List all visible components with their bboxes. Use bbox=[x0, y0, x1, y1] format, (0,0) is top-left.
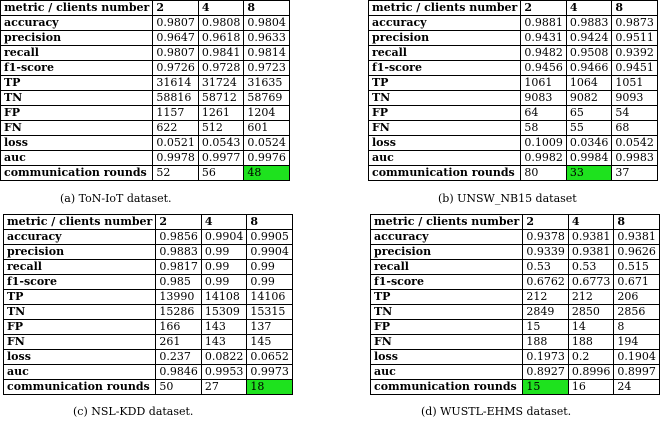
table-panel-ton-iot bbox=[0, 0, 290, 181]
metric-value-cell: 0.8996 bbox=[568, 365, 614, 380]
metric-value-cell: 0.9508 bbox=[566, 46, 612, 61]
header-metric-cell: metric / clients number bbox=[4, 215, 156, 230]
metric-name-cell: communication rounds bbox=[369, 166, 521, 181]
header-metric-cell: metric / clients number bbox=[369, 1, 521, 16]
metric-value-cell: 80 bbox=[521, 166, 567, 181]
metric-value-cell: 194 bbox=[614, 335, 660, 350]
metric-value-cell: 212 bbox=[568, 290, 614, 305]
table-header-row bbox=[1, 1, 290, 16]
metric-name-cell: FP bbox=[1, 106, 153, 121]
metric-name-cell: TP bbox=[369, 76, 521, 91]
metric-value-cell: 0.9381 bbox=[568, 230, 614, 245]
metrics-table bbox=[3, 214, 293, 395]
metric-name-cell: precision bbox=[4, 245, 156, 260]
metric-value-cell: 0.9381 bbox=[568, 245, 614, 260]
table-row bbox=[371, 380, 660, 395]
metric-value-cell: 0.9976 bbox=[244, 151, 290, 166]
metric-value-cell: 0.671 bbox=[614, 275, 660, 290]
metric-value-cell: 0.9804 bbox=[244, 16, 290, 31]
metrics-table bbox=[368, 0, 658, 181]
table-row bbox=[371, 230, 660, 245]
metric-value-cell: 31635 bbox=[244, 76, 290, 91]
metric-value-cell: 48 bbox=[244, 166, 290, 181]
metric-value-cell: 9093 bbox=[612, 91, 658, 106]
metric-value-cell: 0.99 bbox=[201, 260, 247, 275]
metric-value-cell: 0.1904 bbox=[614, 350, 660, 365]
metric-value-cell: 14108 bbox=[201, 290, 247, 305]
metric-value-cell: 0.9817 bbox=[156, 260, 202, 275]
header-metric-cell: metric / clients number bbox=[1, 1, 153, 16]
table-row bbox=[1, 76, 290, 91]
metric-value-cell: 0.9807 bbox=[153, 46, 199, 61]
table-row bbox=[371, 260, 660, 275]
metric-value-cell: 13990 bbox=[156, 290, 202, 305]
metric-value-cell: 15286 bbox=[156, 305, 202, 320]
metric-value-cell: 1061 bbox=[521, 76, 567, 91]
metric-value-cell: 58816 bbox=[153, 91, 199, 106]
metric-value-cell: 0.9978 bbox=[153, 151, 199, 166]
metric-name-cell: loss bbox=[4, 350, 156, 365]
metric-value-cell: 31614 bbox=[153, 76, 199, 91]
metric-value-cell: 9082 bbox=[566, 91, 612, 106]
header-clients-cell: 4 bbox=[201, 215, 247, 230]
metric-value-cell: 0.9726 bbox=[153, 61, 199, 76]
metric-value-cell: 8 bbox=[614, 320, 660, 335]
caption-ton-iot: (a) ToN-IoT dataset. bbox=[60, 192, 172, 205]
metric-value-cell: 1204 bbox=[244, 106, 290, 121]
metric-value-cell: 50 bbox=[156, 380, 202, 395]
metric-value-cell: 64 bbox=[521, 106, 567, 121]
table-row bbox=[4, 260, 293, 275]
header-clients-cell: 8 bbox=[612, 1, 658, 16]
metric-value-cell: 0.53 bbox=[523, 260, 569, 275]
metric-value-cell: 54 bbox=[612, 106, 658, 121]
metric-name-cell: precision bbox=[1, 31, 153, 46]
metric-value-cell: 0.0346 bbox=[566, 136, 612, 151]
metric-value-cell: 0.9392 bbox=[612, 46, 658, 61]
metric-value-cell: 16 bbox=[568, 380, 614, 395]
metric-name-cell: auc bbox=[4, 365, 156, 380]
metric-name-cell: TN bbox=[369, 91, 521, 106]
metric-name-cell: loss bbox=[371, 350, 523, 365]
metric-value-cell: 0.9904 bbox=[201, 230, 247, 245]
metric-value-cell: 0.9953 bbox=[201, 365, 247, 380]
header-clients-cell: 2 bbox=[523, 215, 569, 230]
metric-value-cell: 0.9983 bbox=[612, 151, 658, 166]
metric-value-cell: 2856 bbox=[614, 305, 660, 320]
metric-value-cell: 0.0521 bbox=[153, 136, 199, 151]
metric-name-cell: TP bbox=[1, 76, 153, 91]
table-row bbox=[4, 230, 293, 245]
metric-value-cell: 58769 bbox=[244, 91, 290, 106]
metric-value-cell: 0.9873 bbox=[612, 16, 658, 31]
header-clients-cell: 2 bbox=[153, 1, 199, 16]
metric-value-cell: 0.985 bbox=[156, 275, 202, 290]
table-header-row bbox=[371, 215, 660, 230]
table-row bbox=[4, 380, 293, 395]
metric-name-cell: accuracy bbox=[369, 16, 521, 31]
caption-nsl-kdd: (c) NSL-KDD dataset. bbox=[73, 405, 194, 418]
table-row bbox=[1, 166, 290, 181]
metric-value-cell: 0.9977 bbox=[198, 151, 244, 166]
table-row bbox=[1, 31, 290, 46]
metric-value-cell: 601 bbox=[244, 121, 290, 136]
metric-value-cell: 0.9841 bbox=[198, 46, 244, 61]
metric-value-cell: 0.9633 bbox=[244, 31, 290, 46]
metric-value-cell: 37 bbox=[612, 166, 658, 181]
metric-value-cell: 622 bbox=[153, 121, 199, 136]
metric-value-cell: 0.99 bbox=[201, 275, 247, 290]
metric-value-cell: 0.515 bbox=[614, 260, 660, 275]
metric-name-cell: accuracy bbox=[1, 16, 153, 31]
metric-value-cell: 1157 bbox=[153, 106, 199, 121]
table-row bbox=[4, 365, 293, 380]
metric-value-cell: 15309 bbox=[201, 305, 247, 320]
metric-value-cell: 0.9728 bbox=[198, 61, 244, 76]
metric-name-cell: FN bbox=[369, 121, 521, 136]
metric-value-cell: 0.0822 bbox=[201, 350, 247, 365]
table-row bbox=[369, 91, 658, 106]
metric-value-cell: 0.8997 bbox=[614, 365, 660, 380]
table-row bbox=[4, 335, 293, 350]
metric-value-cell: 56 bbox=[198, 166, 244, 181]
metric-value-cell: 0.9466 bbox=[566, 61, 612, 76]
header-clients-cell: 4 bbox=[198, 1, 244, 16]
metric-value-cell: 2849 bbox=[523, 305, 569, 320]
table-row bbox=[371, 335, 660, 350]
metric-value-cell: 0.9881 bbox=[521, 16, 567, 31]
metric-value-cell: 0.9883 bbox=[566, 16, 612, 31]
table-row bbox=[1, 121, 290, 136]
metric-value-cell: 27 bbox=[201, 380, 247, 395]
table-row bbox=[369, 16, 658, 31]
metric-value-cell: 212 bbox=[523, 290, 569, 305]
table-row bbox=[369, 166, 658, 181]
metric-value-cell: 0.53 bbox=[568, 260, 614, 275]
metric-name-cell: loss bbox=[369, 136, 521, 151]
metric-name-cell: auc bbox=[371, 365, 523, 380]
metric-name-cell: FP bbox=[4, 320, 156, 335]
metric-value-cell: 0.9807 bbox=[153, 16, 199, 31]
metric-value-cell: 0.9883 bbox=[156, 245, 202, 260]
metric-value-cell: 65 bbox=[566, 106, 612, 121]
metric-value-cell: 137 bbox=[247, 320, 293, 335]
metric-value-cell: 0.0543 bbox=[198, 136, 244, 151]
table-row bbox=[369, 121, 658, 136]
metric-value-cell: 0.1973 bbox=[523, 350, 569, 365]
metric-value-cell: 52 bbox=[153, 166, 199, 181]
metric-name-cell: f1-score bbox=[369, 61, 521, 76]
table-row bbox=[1, 151, 290, 166]
metric-value-cell: 68 bbox=[612, 121, 658, 136]
metric-value-cell: 0.9723 bbox=[244, 61, 290, 76]
metric-name-cell: auc bbox=[1, 151, 153, 166]
header-metric-cell: metric / clients number bbox=[371, 215, 523, 230]
table-row bbox=[369, 106, 658, 121]
metric-name-cell: FN bbox=[371, 335, 523, 350]
metric-value-cell: 166 bbox=[156, 320, 202, 335]
metric-value-cell: 58712 bbox=[198, 91, 244, 106]
metric-value-cell: 9083 bbox=[521, 91, 567, 106]
metric-value-cell: 0.9904 bbox=[247, 245, 293, 260]
metric-value-cell: 0.99 bbox=[247, 275, 293, 290]
metric-name-cell: f1-score bbox=[371, 275, 523, 290]
table-row bbox=[4, 305, 293, 320]
metric-name-cell: TN bbox=[4, 305, 156, 320]
table-row bbox=[1, 46, 290, 61]
table-header-row bbox=[4, 215, 293, 230]
metric-value-cell: 0.1009 bbox=[521, 136, 567, 151]
metric-value-cell: 0.9431 bbox=[521, 31, 567, 46]
metric-value-cell: 0.9808 bbox=[198, 16, 244, 31]
table-row bbox=[371, 350, 660, 365]
metrics-table bbox=[0, 0, 290, 181]
metric-value-cell: 0.9381 bbox=[614, 230, 660, 245]
table-row bbox=[1, 136, 290, 151]
metric-name-cell: auc bbox=[369, 151, 521, 166]
metric-value-cell: 188 bbox=[523, 335, 569, 350]
metric-name-cell: TN bbox=[371, 305, 523, 320]
metric-value-cell: 0.9626 bbox=[614, 245, 660, 260]
metric-name-cell: communication rounds bbox=[1, 166, 153, 181]
metric-value-cell: 0.9618 bbox=[198, 31, 244, 46]
metric-name-cell: precision bbox=[369, 31, 521, 46]
metric-name-cell: FN bbox=[1, 121, 153, 136]
metric-value-cell: 0.9982 bbox=[521, 151, 567, 166]
metric-name-cell: f1-score bbox=[4, 275, 156, 290]
metric-name-cell: recall bbox=[371, 260, 523, 275]
metric-value-cell: 0.9339 bbox=[523, 245, 569, 260]
metric-value-cell: 0.0524 bbox=[244, 136, 290, 151]
metric-name-cell: accuracy bbox=[4, 230, 156, 245]
metric-value-cell: 206 bbox=[614, 290, 660, 305]
metric-value-cell: 2850 bbox=[568, 305, 614, 320]
table-row bbox=[369, 151, 658, 166]
metric-value-cell: 15 bbox=[523, 380, 569, 395]
metric-value-cell: 0.2 bbox=[568, 350, 614, 365]
table-header-row bbox=[369, 1, 658, 16]
metric-name-cell: TP bbox=[4, 290, 156, 305]
header-clients-cell: 4 bbox=[566, 1, 612, 16]
table-row bbox=[369, 76, 658, 91]
metric-name-cell: loss bbox=[1, 136, 153, 151]
metric-value-cell: 0.9856 bbox=[156, 230, 202, 245]
table-panel-unsw-nb15 bbox=[368, 0, 658, 181]
metric-value-cell: 143 bbox=[201, 320, 247, 335]
metric-value-cell: 0.9424 bbox=[566, 31, 612, 46]
metric-value-cell: 15 bbox=[523, 320, 569, 335]
header-clients-cell: 4 bbox=[568, 215, 614, 230]
metric-value-cell: 512 bbox=[198, 121, 244, 136]
metric-value-cell: 18 bbox=[247, 380, 293, 395]
metric-value-cell: 0.9511 bbox=[612, 31, 658, 46]
metric-value-cell: 55 bbox=[566, 121, 612, 136]
caption-wustl-ehms: (d) WUSTL-EHMS dataset. bbox=[421, 405, 572, 418]
header-clients-cell: 2 bbox=[521, 1, 567, 16]
table-panel-wustl-ehms bbox=[370, 214, 660, 395]
metric-name-cell: communication rounds bbox=[4, 380, 156, 395]
header-clients-cell: 8 bbox=[244, 1, 290, 16]
metric-name-cell: FN bbox=[4, 335, 156, 350]
metrics-table bbox=[370, 214, 660, 395]
table-row bbox=[369, 61, 658, 76]
table-row bbox=[369, 31, 658, 46]
metric-name-cell: TN bbox=[1, 91, 153, 106]
metric-value-cell: 0.9451 bbox=[612, 61, 658, 76]
metric-name-cell: FP bbox=[371, 320, 523, 335]
metric-value-cell: 1051 bbox=[612, 76, 658, 91]
metric-value-cell: 0.9814 bbox=[244, 46, 290, 61]
metric-value-cell: 14106 bbox=[247, 290, 293, 305]
metric-value-cell: 33 bbox=[566, 166, 612, 181]
table-panel-nsl-kdd bbox=[3, 214, 293, 395]
metric-value-cell: 24 bbox=[614, 380, 660, 395]
metric-value-cell: 0.6773 bbox=[568, 275, 614, 290]
metric-name-cell: recall bbox=[4, 260, 156, 275]
metric-value-cell: 261 bbox=[156, 335, 202, 350]
table-row bbox=[369, 136, 658, 151]
table-row bbox=[371, 245, 660, 260]
table-row bbox=[371, 305, 660, 320]
metric-name-cell: recall bbox=[369, 46, 521, 61]
metric-value-cell: 0.9905 bbox=[247, 230, 293, 245]
metric-name-cell: TP bbox=[371, 290, 523, 305]
table-row bbox=[1, 91, 290, 106]
metric-value-cell: 0.9973 bbox=[247, 365, 293, 380]
table-row bbox=[4, 350, 293, 365]
metric-value-cell: 0.237 bbox=[156, 350, 202, 365]
table-row bbox=[4, 320, 293, 335]
table-row bbox=[371, 290, 660, 305]
table-row bbox=[371, 365, 660, 380]
table-row bbox=[1, 106, 290, 121]
metric-value-cell: 58 bbox=[521, 121, 567, 136]
metric-value-cell: 0.9846 bbox=[156, 365, 202, 380]
table-row bbox=[4, 290, 293, 305]
metric-value-cell: 188 bbox=[568, 335, 614, 350]
metric-value-cell: 0.0652 bbox=[247, 350, 293, 365]
metric-value-cell: 1064 bbox=[566, 76, 612, 91]
metric-name-cell: accuracy bbox=[371, 230, 523, 245]
metric-name-cell: communication rounds bbox=[371, 380, 523, 395]
caption-unsw-nb15: (b) UNSW_NB15 dataset bbox=[438, 192, 577, 205]
header-clients-cell: 2 bbox=[156, 215, 202, 230]
table-row bbox=[369, 46, 658, 61]
metric-value-cell: 0.9378 bbox=[523, 230, 569, 245]
metric-value-cell: 0.9647 bbox=[153, 31, 199, 46]
metric-value-cell: 31724 bbox=[198, 76, 244, 91]
metric-value-cell: 0.9482 bbox=[521, 46, 567, 61]
metric-value-cell: 1261 bbox=[198, 106, 244, 121]
metric-value-cell: 0.9456 bbox=[521, 61, 567, 76]
metric-value-cell: 0.99 bbox=[247, 260, 293, 275]
metric-value-cell: 14 bbox=[568, 320, 614, 335]
table-row bbox=[371, 320, 660, 335]
header-clients-cell: 8 bbox=[614, 215, 660, 230]
metric-name-cell: recall bbox=[1, 46, 153, 61]
metric-name-cell: f1-score bbox=[1, 61, 153, 76]
metric-value-cell: 0.0542 bbox=[612, 136, 658, 151]
metric-value-cell: 0.99 bbox=[201, 245, 247, 260]
metric-value-cell: 143 bbox=[201, 335, 247, 350]
header-clients-cell: 8 bbox=[247, 215, 293, 230]
table-row bbox=[371, 275, 660, 290]
metric-value-cell: 15315 bbox=[247, 305, 293, 320]
metric-value-cell: 0.9984 bbox=[566, 151, 612, 166]
metric-name-cell: FP bbox=[369, 106, 521, 121]
metric-name-cell: precision bbox=[371, 245, 523, 260]
table-row bbox=[1, 16, 290, 31]
table-row bbox=[4, 275, 293, 290]
metric-value-cell: 145 bbox=[247, 335, 293, 350]
table-row bbox=[1, 61, 290, 76]
metric-value-cell: 0.8927 bbox=[523, 365, 569, 380]
table-row bbox=[4, 245, 293, 260]
metric-value-cell: 0.6762 bbox=[523, 275, 569, 290]
